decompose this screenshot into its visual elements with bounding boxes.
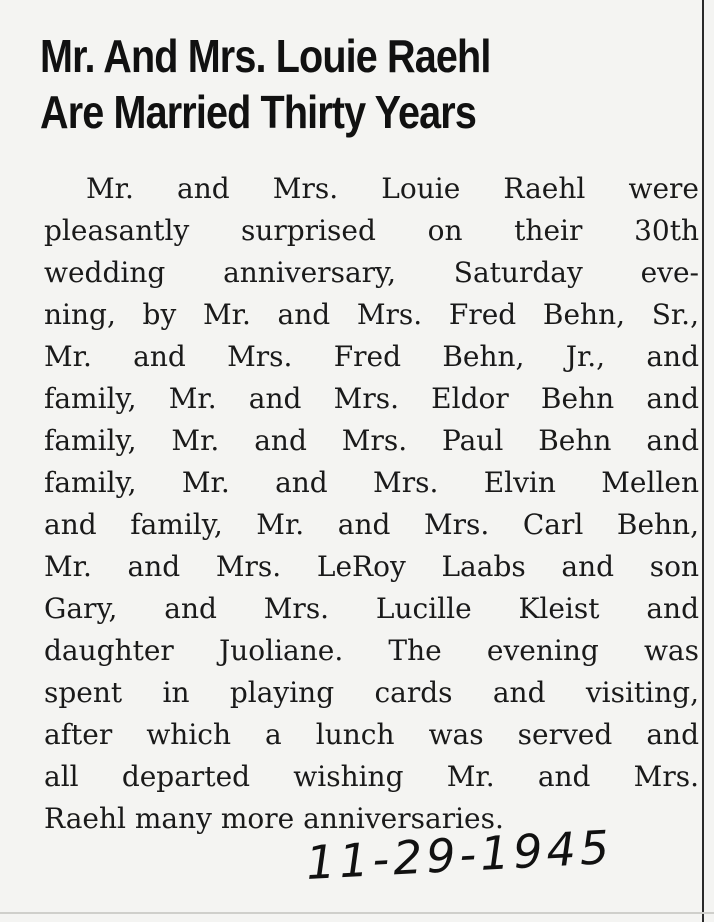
body-line: daughter Juoliane. The evening was xyxy=(44,634,699,667)
body-line: pleasantly surprised on their 30th xyxy=(44,214,699,247)
body-line: family, Mr. and Mrs. Eldor Behn and xyxy=(44,382,699,415)
body-line: all departed wishing Mr. and Mrs. xyxy=(44,760,699,793)
body-line: wedding anniversary, Saturday eve- xyxy=(44,256,699,289)
body-line: Mr. and Mrs. Louie Raehl were xyxy=(86,172,699,205)
body-line: Raehl many more anniversaries. xyxy=(44,802,504,835)
body-line: family, Mr. and Mrs. Paul Behn and xyxy=(44,424,699,457)
handwritten-date: 11-29-1945 xyxy=(304,819,615,890)
body-line: Gary, and Mrs. Lucille Kleist and xyxy=(44,592,699,625)
body-line: and family, Mr. and Mrs. Carl Behn, xyxy=(44,508,699,541)
clipping-edge-right xyxy=(702,0,704,922)
headline-line-1: Mr. And Mrs. Louie Raehl xyxy=(40,30,491,82)
body-line: Mr. and Mrs. LeRoy Laabs and son xyxy=(44,550,699,583)
body-line: after which a lunch was served and xyxy=(44,718,699,751)
body-line: family, Mr. and Mrs. Elvin Mellen xyxy=(44,466,699,499)
body-line: ning, by Mr. and Mrs. Fred Behn, Sr., xyxy=(44,298,699,331)
article-body xyxy=(44,168,699,840)
body-line: Mr. and Mrs. Fred Behn, Jr., and xyxy=(44,340,699,373)
headline xyxy=(40,28,590,140)
headline-line-2: Are Married Thirty Years xyxy=(40,86,476,138)
body-line: spent in playing cards and visiting, xyxy=(44,676,699,709)
clipping-edge-bottom xyxy=(0,912,714,914)
